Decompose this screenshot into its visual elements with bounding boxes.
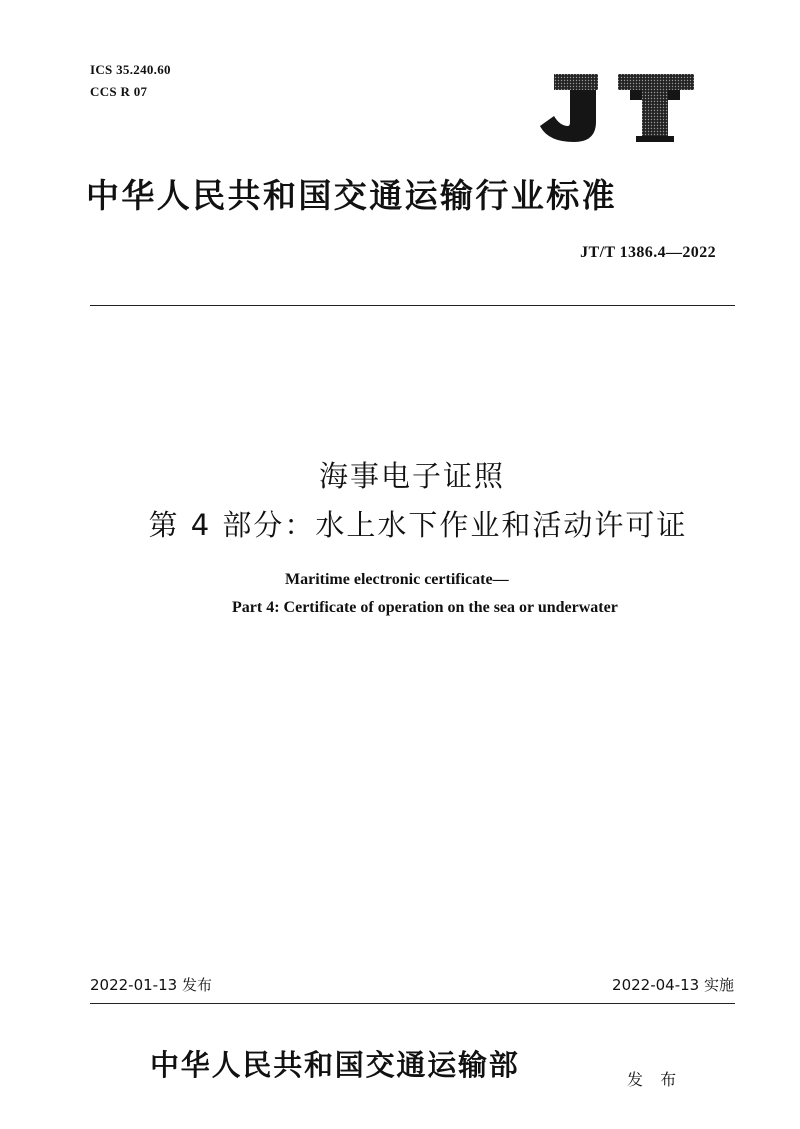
title-cn-main: 海事电子证照	[318, 459, 505, 493]
publish-label: 发 布	[627, 1070, 683, 1089]
standard-number: JT/T 1386.4—2022	[580, 244, 716, 261]
jt-logo	[536, 70, 696, 146]
standard-category: 中华人民共和国交通运输行业标准	[86, 176, 617, 215]
divider-top	[90, 305, 735, 306]
title-en-line1: Maritime electronic certificate—	[285, 571, 509, 588]
title-en-line2: Part 4: Certificate of operation on the sea or underwater	[232, 599, 618, 616]
title-cn-part: 第 4 部分：水上水下作业和活动许可证	[148, 508, 688, 542]
issue-date: 2022-01-13 发布	[90, 976, 212, 994]
divider-bottom	[90, 1003, 735, 1004]
implementation-date: 2022-04-13 实施	[612, 976, 734, 994]
publisher: 中华人民共和国交通运输部	[150, 1048, 520, 1082]
ics-code: ICS 35.240.60	[90, 62, 171, 77]
ccs-code: CCS R 07	[90, 84, 148, 99]
